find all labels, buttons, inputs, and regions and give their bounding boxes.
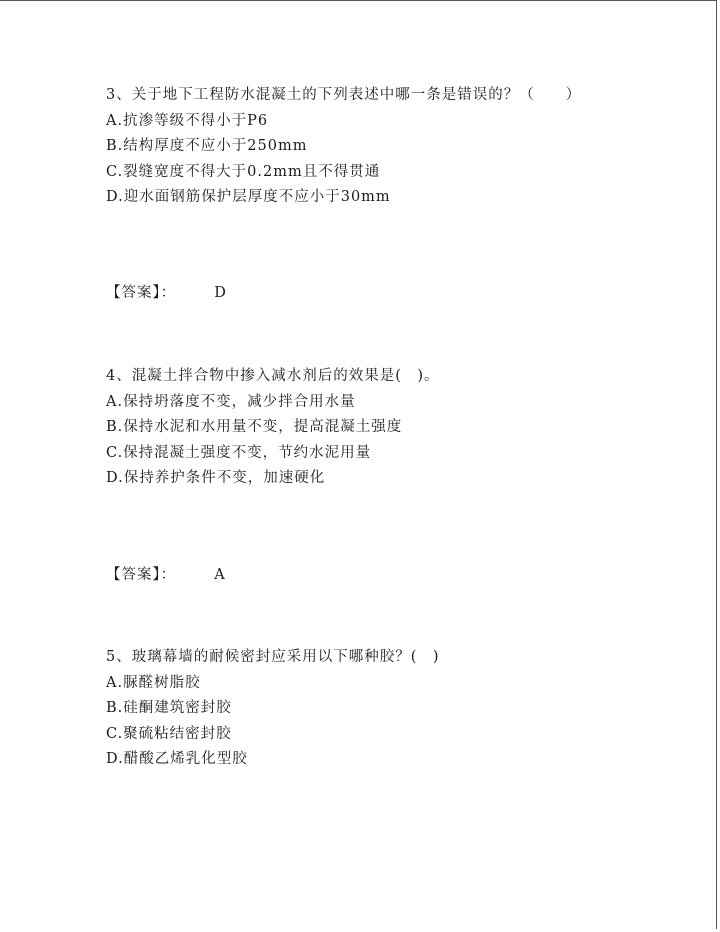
question-3 [106,83,581,211]
question-stem: 5、玻璃幕墙的耐候密封应采用以下哪种胶？( ) [106,649,440,665]
question-5 [106,645,440,773]
answer-3 [106,280,227,306]
answer-value: D [214,285,227,301]
option-c: C.裂缝宽度不得大于0.2mm且不得贯通 [106,163,381,180]
question-4 [106,364,440,492]
option-b: B.硅酮建筑密封胶 [106,700,232,716]
question-stem: 3、关于地下工程防水混凝土的下列表述中哪一条是错误的？（ ） [106,87,582,103]
option-c: C.聚硫粘结密封胶 [106,725,232,742]
option-d: D.迎水面钢筋保护层厚度不应小于30mm [106,189,391,205]
option-a: A.抗渗等级不得小于P6 [106,112,269,129]
answer-label: 【答案】： [106,567,177,583]
option-a: A.保持坍落度不变，减少拌合用水量 [106,393,356,410]
option-d: D.保持养护条件不变，加速硬化 [106,470,326,486]
option-c: C.保持混凝土强度不变，节约水泥用量 [106,444,372,461]
answer-4 [106,562,226,588]
option-d: D.醋酸乙烯乳化型胶 [106,751,248,767]
question-stem: 4、混凝土拌合物中掺入减水剂后的效果是( )。 [106,368,440,384]
option-a: A.脲醛树脂胶 [106,674,201,691]
answer-label: 【答案】： [106,285,177,301]
option-b: B.结构厚度不应小于250mm [106,138,308,154]
answer-value: A [214,567,226,583]
option-b: B.保持水泥和水用量不变，提高混凝土强度 [106,419,403,435]
